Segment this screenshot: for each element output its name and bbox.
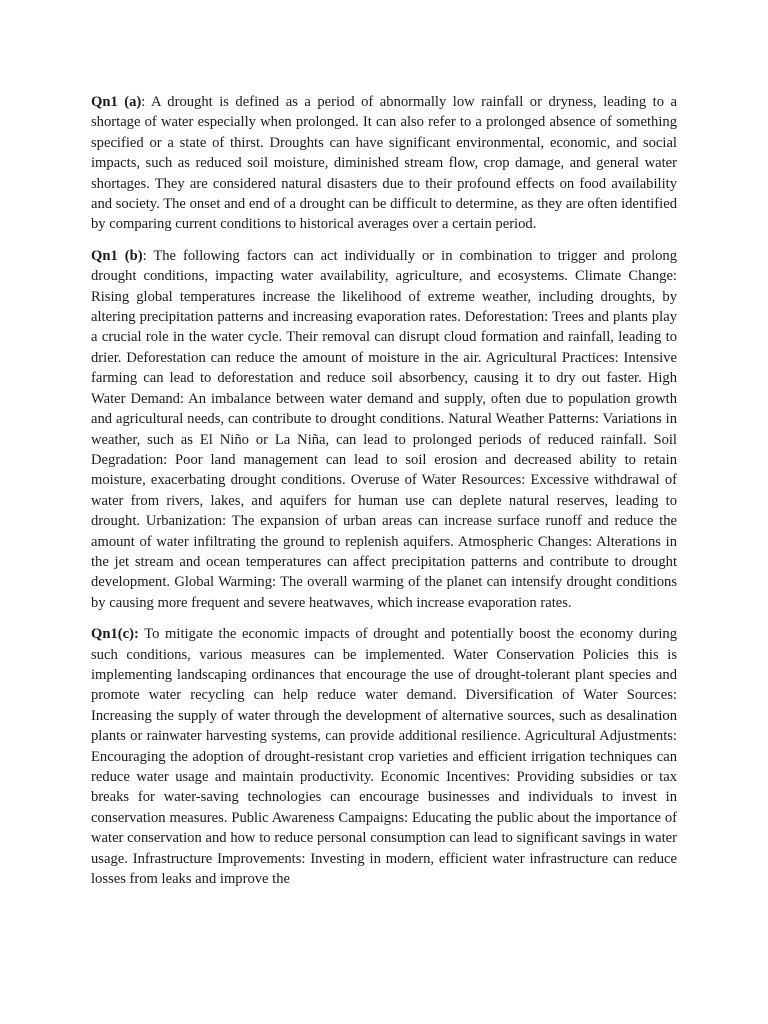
document-page (91, 92, 677, 900)
question-label-qn1-c: Qn1(c): (91, 626, 139, 643)
paragraph-qn1-c (91, 624, 677, 889)
paragraph-text-qn1-c: To mitigate the economic impacts of drought and potentially boost the economy during such conditions, various measures can be implemented. Water Conservation Policies this is implementing landscaping ordinances that encourage the use of drought-tolerant plant species and promote water recycling can help reduce water demand. Diversification of Water Sources: Increasing the supply of water through the development of alternative sources, such as desalination plants or rainwater harvesting systems, can provide additional resilience. Agricultural Adjustments: Encouraging the adoption of drought-resistant crop varieties and efficient irrigation techniques can reduce water usage and maintain productivity. Economic Incentives: Providing subsidies or tax breaks for water-saving technologies can encourage businesses and individuals to invest in conservation measures. Public Awareness Campaigns: Educating the public about the importance of water conservation and how to reduce personal consumption can lead to significant savings in water usage. Infrastructure Improvements: Investing in modern, efficient water infrastructure can reduce losses from leaks and improve the (91, 626, 677, 888)
paragraph-text-qn1-a: : A drought is defined as a period of abnormally low rainfall or dryness, leading to a shortage of water especially when prolonged. It can also refer to a prolonged absence of something specified or a state of thirst. Droughts can have significant environmental, economic, and social impacts, such as reduced soil moisture, diminished stream flow, crop damage, and general water shortages. They are considered natural disasters due to their profound effects on food availability and society. The onset and end of a drought can be difficult to determine, as they are often identified by comparing current conditions to historical averages over a certain period. (91, 94, 677, 233)
question-label-qn1-a: Qn1 (a) (91, 94, 142, 110)
paragraph-qn1-a (91, 92, 677, 235)
paragraph-text-qn1-b: : The following factors can act individually or in combination to trigger and prolong drought conditions, impacting water availability, agriculture, and ecosystems. Climate Change: Rising global temperatures increase the likelihood of extreme weather, including droughts, by altering precipitation patterns and increasing evaporation rates. Deforestation: Trees and plants play a crucial role in the water cycle. Their removal can disrupt cloud formation and rainfall, leading to drier. Deforestation can reduce the amount of moisture in the air. Agricultural Practices: Intensive farming can lead to deforestation and reduce soil absorbency, causing it to dry out faster. High Water Demand: An imbalance between water demand and supply, often due to population growth and agricultural needs, can contribute to drought conditions. Natural Weather Patterns: Variations in weather, such as El Niño or La Niña, can lead to prolonged periods of reduced rainfall. Soil Degradation: Poor land management can lead to soil erosion and decreased ability to retain moisture, exacerbating drought conditions. Overuse of Water Resources: Excessive withdrawal of water from rivers, lakes, and aquifers for human use can deplete natural reserves, leading to drought. Urbanization: The expansion of urban areas can increase surface runoff and reduce the amount of water infiltrating the ground to replenish aquifers. Atmospheric Changes: Alterations in the jet stream and ocean temperatures can affect precipitation patterns and contribute to drought development. Global Warming: The overall warming of the planet can intensify drought conditions by causing more frequent and severe heatwaves, which increase evaporation rates. (91, 247, 678, 611)
question-label-qn1-b: Qn1 (b) (91, 247, 143, 264)
paragraph-qn1-b (91, 246, 677, 613)
